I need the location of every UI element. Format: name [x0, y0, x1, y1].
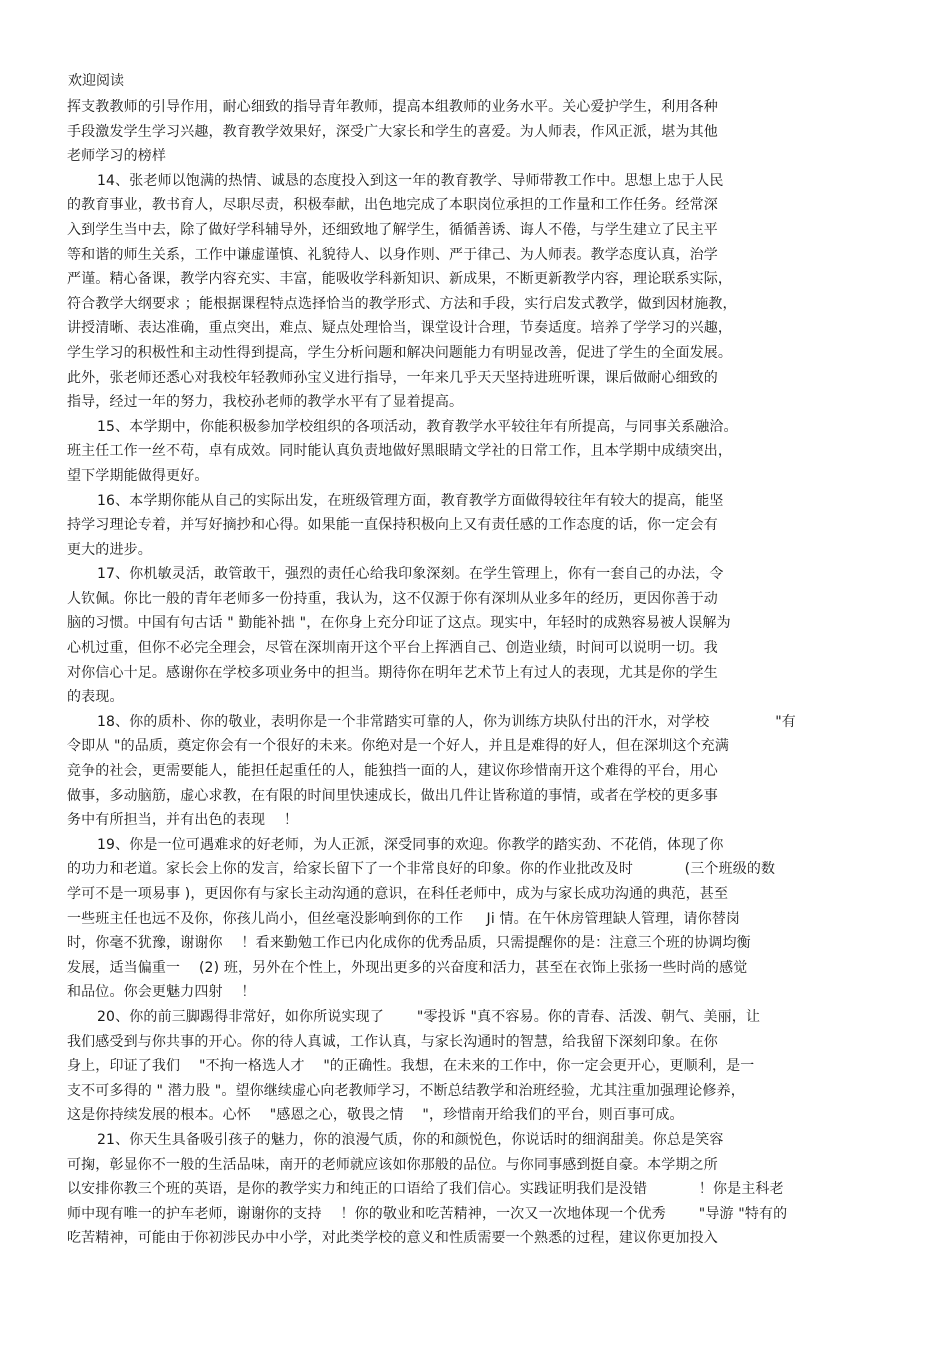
text-line-content: 发展，适当偏重一 (2) 班，另外在个性上，外现出更多的兴奋度和活力，甚至在衣饰上张扬一些时尚的感觉 [67, 959, 748, 976]
text-line-content: 师中现有唯一的护车老师，谢谢你的支持 ！你的敬业和吃苦精神，一次又一次地体现一个优秀 "导游 "特有的 [67, 1205, 788, 1222]
text-line [67, 292, 897, 317]
text-line [67, 857, 897, 882]
text-line-content: 更大的进步。 [67, 541, 152, 558]
text-line [67, 956, 897, 981]
text-line [67, 685, 897, 710]
text-line [67, 931, 897, 956]
text-line [67, 980, 897, 1005]
text-line-content: 入到学生当中去，除了做好学科辅导外，还细致地了解学生，循循善诱、诲人不倦，与学生建立了民主平 [67, 221, 718, 238]
text-line [67, 562, 897, 587]
text-line-content: 19、你是一位可遇难求的好老师，为人正派，深受同事的欢迎。你教学的踏实劲、不花俏，体现了你 [97, 836, 724, 853]
text-line-content: 学生学习的积极性和主动性得到提高，学生分析问题和解决问题能力有明显改善，促进了学生的全面发展。 [67, 344, 733, 361]
text-line-content: 挥支教教师的引导作用，耐心细致的指导青年教师，提高本组教师的业务水平。关心爱护学生，利用各种 [67, 99, 718, 115]
text-line [67, 636, 897, 661]
text-line-content: 符合教学大纲要求 ；能根据课程特点选择恰当的教学形式、方法和手段，实行启发式教学，做到因材施教， [67, 295, 737, 312]
text-line [67, 538, 897, 563]
text-line [67, 1079, 897, 1104]
text-line-content: 做事，多动脑筋，虚心求教，在有限的时间里快速成长，做出几件让皆称道的事情，或者在学校的更多事 [67, 787, 718, 804]
text-line-content: 此外，张老师还悉心对我校年轻教师孙宝义进行指导，一年来几乎天天坚持进班听课，课后做耐心细致的 [67, 369, 718, 386]
text-line-content: 以安排你教三个班的英语，是你的教学实力和纯正的口语给了我们信心。实践证明我们是没错 ！你是主科老 [67, 1181, 784, 1198]
text-line-content: 人钦佩。你比一般的青年老师多一份持重，我认为，这不仅源于你有深圳从业多年的经历，更因你善于动 [67, 590, 718, 607]
text-line-content: 和品位。你会更魅力四射 ！ [67, 984, 256, 1001]
text-line [67, 390, 897, 415]
text-line [67, 1005, 897, 1030]
text-line [67, 366, 897, 391]
text-line [67, 169, 897, 194]
text-line [67, 218, 897, 243]
text-line [67, 784, 897, 809]
text-line-content: 等和谐的师生关系，工作中谦虚谨慎、礼貌待人、以身作则、严于律己、为人师表。教学态度认真，治学 [67, 246, 718, 263]
text-line-content: 17、你机敏灵活，敢管敢干，强烈的责任心给我印象深刻。在学生管理上，你有一套自己的办法，令 [97, 566, 724, 583]
text-line [67, 267, 897, 292]
text-line-content: 16、本学期你能从自己的实际出发，在班级管理方面，教育教学方面做得较往年有较大的提高，能坚 [97, 492, 724, 509]
text-line [67, 710, 897, 735]
text-line-content: 支不可多得的 " 潜力股 "。望你继续虚心向老教师学习，不断总结教学和治班经验，尤其注重加强理论修养， [67, 1082, 745, 1099]
text-line-content: 20、你的前三脚踢得非常好，如你所说实现了 "零投诉 "真不容易。你的青春、活泼、朝气、美丽，让 [97, 1008, 761, 1025]
text-line [67, 120, 897, 145]
text-line [67, 587, 897, 612]
text-line [67, 1030, 897, 1055]
text-line [67, 882, 897, 907]
text-line-content: 的功力和老道。家长会上你的发言，给家长留下了一个非常良好的印象。你的作业批改及时 (三个班级的数 [67, 861, 776, 878]
text-line-content: 15、本学期中，你能积极参加学校组织的各项活动，教育教学水平较往年有所提高，与同事关系融洽。 [97, 418, 738, 435]
text-line-content: 14、张老师以饱满的热情、诚恳的态度投入到这一年的教育教学、导师带教工作中。思想上忠于人民 [97, 172, 724, 189]
text-line-content: 吃苦精神，可能由于你初涉民办中小学，对此类学校的意义和性质需要一个熟悉的过程，建议你更加投入 [67, 1230, 718, 1247]
text-line [67, 907, 897, 932]
text-line-content: 可掬，彰显你不一般的生活品味，南开的老师就应该如你那般的品位。与你同事感到挺自豪。本学期之所 [67, 1156, 718, 1173]
text-line-content: 时，你毫不犹豫，谢谢你 ！看来勤勉工作已内化成你的优秀品质，只需提醒你的是：注意三个班的协调均衡 [67, 935, 751, 952]
text-line [67, 439, 897, 464]
text-line [67, 1153, 897, 1178]
text-line-content: 身上，印证了我们 "不拘一格选人才 "的正确性。我想，在未来的工作中，你一定会更开心，更顺利，是一 [67, 1058, 755, 1075]
text-line [67, 316, 897, 341]
text-line [67, 1054, 897, 1079]
text-line-content: 21、你天生具备吸引孩子的魅力，你的浪漫气质，你的和颜悦色，你说话时的细润甜美。你总是笑容 [97, 1131, 724, 1148]
text-line-content: 心机过重，但你不必完全理会，尽管在深圳南开这个平台上挥洒自己、创造业绩，时间可以说明一切。我 [67, 640, 718, 657]
text-line [67, 464, 897, 489]
text-line-content: 一些班主任也远不及你，你孩儿尚小，但丝毫没影响到你的工作 Ji 情。在午休房管理缺人管理，请你替岗 [67, 910, 741, 927]
text-line [67, 243, 897, 268]
text-line-content: 我们感受到与你共事的开心。你的待人真诚，工作认真，与家长沟通时的智慧，给我留下深刻印象。在你 [67, 1033, 718, 1050]
text-line [67, 415, 897, 440]
text-line [67, 808, 897, 833]
text-line [67, 1202, 897, 1227]
page-header: 欢迎阅读 [68, 73, 124, 89]
text-line-content: 老师学习的榜样 [67, 148, 167, 165]
text-line-content: 令即从 "的品质，奠定你会有一个很好的未来。你绝对是一个好人，并且是难得的好人，但在深圳这个充满 [67, 738, 730, 755]
text-line-content: 持学习理论专着，并写好摘抄和心得。如果能一直保持积极向上又有责任感的工作态度的话，你一定会有 [67, 517, 718, 534]
text-line-content: 指导，经过一年的努力，我校孙老师的教学水平有了显着提高。 [67, 394, 464, 411]
text-line [67, 1128, 897, 1153]
text-line-content: 学可不是一项易事 )，更因你有与家长主动沟通的意识，在科任老师中，成为与家长成功沟通的典范，甚至 [67, 886, 729, 902]
text-line [67, 734, 897, 759]
text-line [67, 611, 897, 636]
text-line-content: 这是你持续发展的根本。心怀 "感恩之心，敬畏之情 "，珍惜南开给我们的平台，则百事可成。 [67, 1107, 684, 1124]
text-line [67, 144, 897, 169]
text-line [67, 1177, 897, 1202]
text-line [67, 489, 897, 514]
text-line-content: 严谨。精心备课，教学内容充实、丰富，能吸收学科新知识、新成果，不断更新教学内容，理论联系实际， [67, 271, 733, 288]
text-line [67, 95, 897, 120]
text-line-content: 18、你的质朴、你的敬业，表明你是一个非常踏实可靠的人，你为训练方块队付出的汗水，对学校 "有 [97, 713, 796, 730]
text-line [67, 193, 897, 218]
document-body [67, 95, 897, 1251]
text-line-content: 手段激发学生学习兴趣，教育教学效果好，深受广大家长和学生的喜爱。为人师表，作风正派，堪为其他 [67, 123, 718, 140]
text-line-content: 竞争的社会，更需要能人，能担任起重任的人，能独挡一面的人，建议你珍惜南开这个难得的平台，用心 [67, 763, 718, 780]
text-line-content: 对你信心十足。感谢你在学校多项业务中的担当。期待你在明年艺术节上有过人的表现，尤其是你的学生 [67, 664, 718, 681]
text-line [67, 759, 897, 784]
text-line [67, 341, 897, 366]
text-line-content: 的教育事业，教书育人，尽职尽责，积极奉献，出色地完成了本职岗位承担的工作量和工作任务。经常深 [67, 197, 718, 214]
text-line-content: 望下学期能做得更好。 [67, 467, 209, 484]
text-line [67, 661, 897, 686]
text-line [67, 833, 897, 858]
text-line-content: 脑的习惯。中国有句古话 " 勤能补拙 "，在你身上充分印证了这点。现实中，年轻时的成熟容易被人误解为 [67, 615, 731, 632]
text-line [67, 1103, 897, 1128]
text-line-content: 务中有所担当，并有出色的表现 ！ [67, 812, 298, 829]
text-line-content: 讲授清晰、表达准确，重点突出，难点、疑点处理恰当，课堂设计合理，节奏适度。培养了学学习的兴趣， [67, 320, 733, 337]
text-line-content: 的表现。 [67, 689, 124, 706]
text-line [67, 1226, 897, 1251]
text-line-content: 班主任工作一丝不苟，卓有成效。同时能认真负责地做好黑眼睛文学社的日常工作，且本学期中成绩突出， [67, 443, 733, 460]
text-line [67, 513, 897, 538]
